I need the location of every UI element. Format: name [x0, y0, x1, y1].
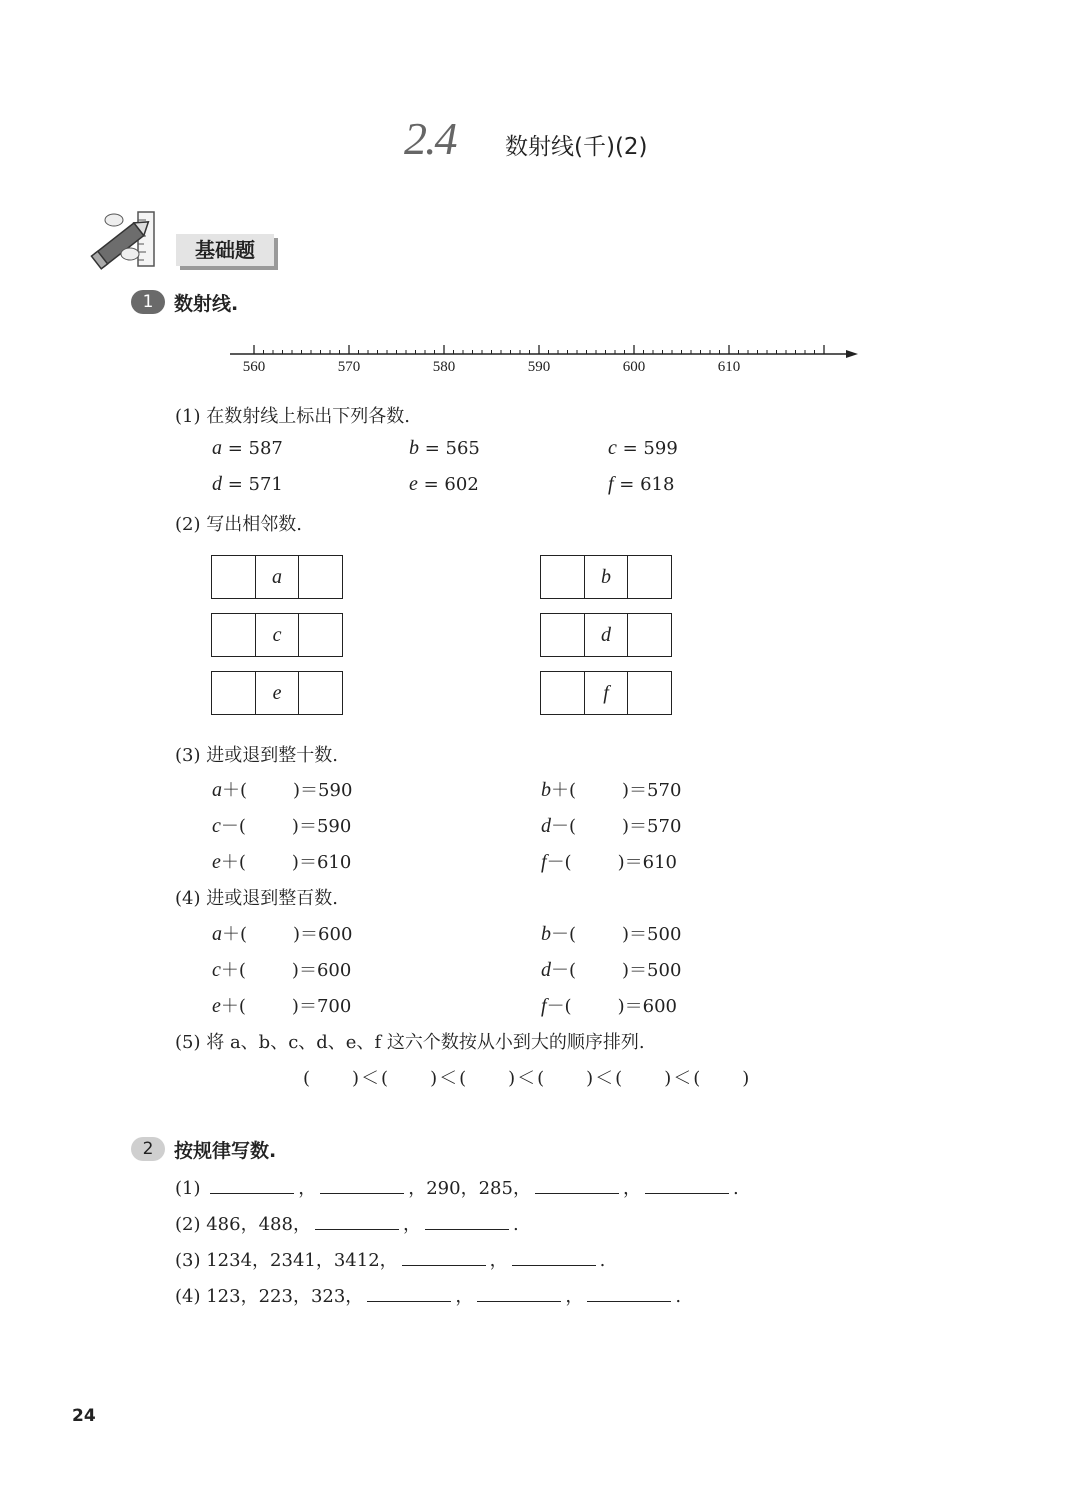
answer-cell[interactable] [299, 614, 342, 656]
round-hundred-equation: a＋( )＝600 [212, 923, 353, 945]
value-c: c = 599 [608, 437, 678, 459]
neighbor-box [211, 613, 343, 657]
answer-cell[interactable] [212, 556, 256, 598]
box-variable: f [585, 672, 629, 714]
round-hundred-equation: f－( )＝600 [541, 995, 677, 1017]
answer-cell[interactable] [299, 672, 342, 714]
round-ten-equation: e＋( )＝610 [212, 851, 352, 873]
part-2-prompt: (2) 写出相邻数. [175, 514, 302, 535]
box-variable: b [585, 556, 629, 598]
answer-blank[interactable] [367, 1283, 451, 1302]
page-number: 24 [72, 1406, 96, 1426]
box-variable: a [256, 556, 300, 598]
number-line [226, 340, 866, 378]
answer-blank[interactable] [402, 1247, 486, 1266]
answer-blank[interactable] [210, 1175, 294, 1194]
round-ten-equation: d－( )＝570 [541, 815, 682, 837]
round-hundred-equation: d－( )＝500 [541, 959, 682, 981]
neighbor-box [540, 555, 672, 599]
order-answer-line[interactable]: ( )＜( )＜( )＜( )＜( )＜( ) [303, 1068, 752, 1089]
pencil-ruler-icon [86, 206, 172, 270]
tick-label: 560 [242, 359, 266, 375]
answer-cell[interactable] [628, 556, 671, 598]
answer-blank[interactable] [512, 1247, 596, 1266]
answer-blank[interactable] [315, 1211, 399, 1230]
box-variable: c [256, 614, 300, 656]
tick-label: 610 [717, 359, 741, 375]
answer-cell[interactable] [541, 614, 585, 656]
question-badge: 1 [131, 290, 165, 314]
value-f: f = 618 [608, 473, 675, 495]
round-ten-equation: a＋( )＝590 [212, 779, 353, 801]
pattern-line-2: (2) 486，488， ， . [175, 1210, 519, 1236]
value-d: d = 571 [212, 473, 283, 495]
round-hundred-equation: e＋( )＝700 [212, 995, 352, 1017]
value-a: a = 587 [212, 437, 283, 459]
pattern-line-1: (1) ， ，290，285， ， . [175, 1174, 739, 1200]
pattern-line-3: (3) 1234，2341，3412， ， . [175, 1246, 605, 1272]
neighbor-box [211, 671, 343, 715]
round-ten-equation: f－( )＝610 [541, 851, 677, 873]
page-title: 数射线(千)(2) [505, 134, 648, 160]
part-3-prompt: (3) 进或退到整十数. [175, 745, 338, 766]
tick-label: 600 [622, 359, 646, 375]
question-title: 按规律写数. [174, 1140, 277, 1162]
answer-cell[interactable] [212, 672, 256, 714]
answer-blank[interactable] [320, 1175, 404, 1194]
answer-blank[interactable] [535, 1175, 619, 1194]
round-hundred-equation: c＋( )＝600 [212, 959, 352, 981]
tick-label: 580 [432, 359, 456, 375]
section-tag: 基础题 [176, 234, 274, 266]
pattern-line-4: (4) 123，223，323， ， ， . [175, 1282, 681, 1308]
answer-cell[interactable] [541, 556, 585, 598]
answer-blank[interactable] [587, 1283, 671, 1302]
round-ten-equation: b＋( )＝570 [541, 779, 682, 801]
part-5-prompt: (5) 将 a、b、c、d、e、f 这六个数按从小到大的顺序排列. [175, 1032, 645, 1053]
answer-cell[interactable] [299, 556, 342, 598]
box-variable: d [585, 614, 629, 656]
neighbor-box [540, 613, 672, 657]
answer-cell[interactable] [541, 672, 585, 714]
tick-label: 570 [337, 359, 361, 375]
answer-blank[interactable] [477, 1283, 561, 1302]
box-variable: e [256, 672, 300, 714]
neighbor-box [540, 671, 672, 715]
tick-label: 590 [527, 359, 551, 375]
answer-cell[interactable] [628, 614, 671, 656]
question-badge: 2 [131, 1137, 165, 1161]
answer-blank[interactable] [645, 1175, 729, 1194]
value-e: e = 602 [409, 473, 479, 495]
answer-cell[interactable] [212, 614, 256, 656]
round-ten-equation: c－( )＝590 [212, 815, 352, 837]
question-title: 数射线. [174, 293, 239, 315]
section-number: 2.4 [404, 113, 456, 164]
answer-cell[interactable] [628, 672, 671, 714]
part-1-prompt: (1) 在数射线上标出下列各数. [175, 406, 410, 427]
round-hundred-equation: b－( )＝500 [541, 923, 682, 945]
neighbor-box [211, 555, 343, 599]
part-4-prompt: (4) 进或退到整百数. [175, 888, 338, 909]
value-b: b = 565 [409, 437, 480, 459]
answer-blank[interactable] [425, 1211, 509, 1230]
